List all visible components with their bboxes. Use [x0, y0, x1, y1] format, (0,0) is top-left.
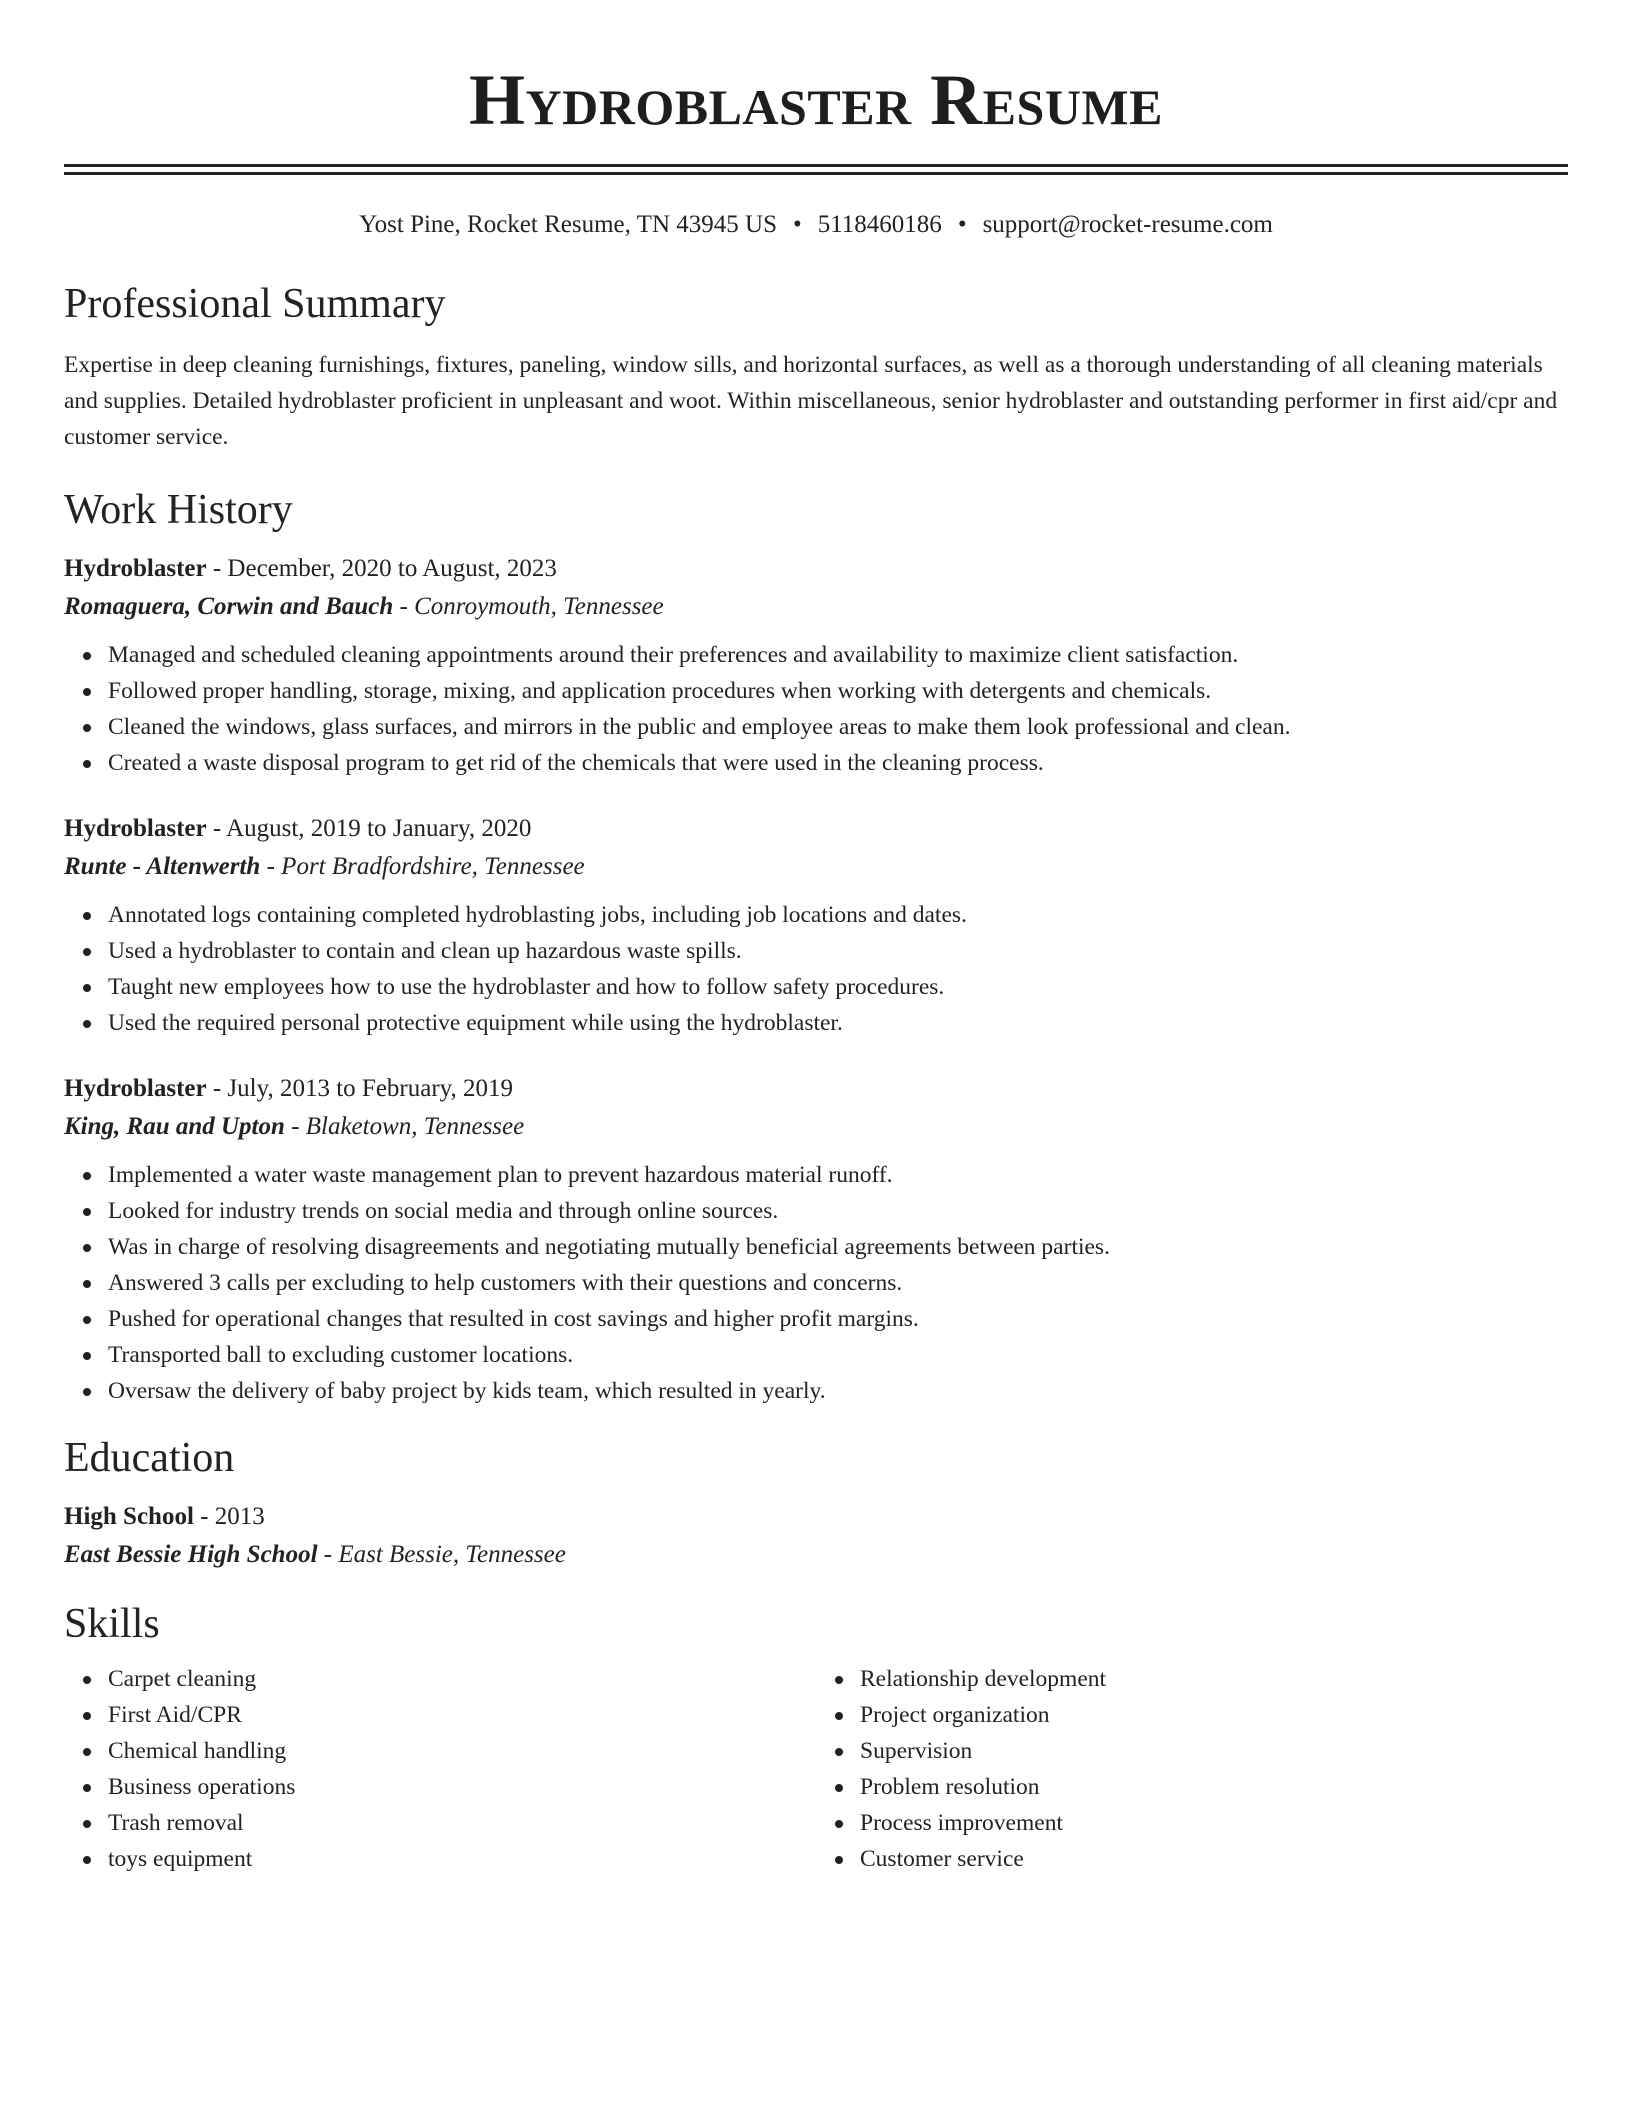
contact-line: [64, 209, 1568, 241]
resume-title: Hydroblaster Resume: [469, 60, 1163, 140]
job-title-line: [64, 811, 1568, 847]
skill-item: Supervision: [860, 1733, 1548, 1769]
job-title-line: [64, 1071, 1568, 1107]
job-duty: Transported ball to excluding customer locations.: [108, 1337, 1568, 1373]
contact-separator: •: [957, 211, 967, 238]
job-duty: Used the required personal protective equipment while using the hydroblaster.: [108, 1005, 1568, 1041]
skill-item: Chemical handling: [108, 1733, 806, 1769]
job-company-line: [64, 847, 1568, 887]
education-location: - East Bessie, Tennessee: [317, 1541, 566, 1568]
job-dates: - August, 2019 to January, 2020: [206, 815, 532, 842]
job-company: King, Rau and Upton: [64, 1113, 285, 1140]
job-duties-list: [64, 637, 1568, 781]
contact-email: support@rocket-resume.com: [982, 211, 1273, 238]
job-title: Hydroblaster: [64, 555, 207, 582]
contact-separator: •: [792, 211, 802, 238]
summary-text: Expertise in deep cleaning furnishings, fixtures, paneling, window sills, and horizontal surfaces, as well as a thorough understanding of all cleaning materials and supplies. Detailed hydroblaster proficient in unpleasant and woot. Within miscellaneous, senior hydroblaster and outstanding performer in first aid/cpr and customer service.: [64, 352, 1558, 450]
job-company-line: [64, 587, 1568, 627]
skill-item: Trash removal: [108, 1805, 806, 1841]
summary-heading: Professional Summary: [64, 281, 446, 327]
job-duty: Followed proper handling, storage, mixing, and application procedures when working with detergents and chemicals.: [108, 673, 1568, 709]
job-duty: Used a hydroblaster to contain and clean up hazardous waste spills.: [108, 933, 1568, 969]
job-duties-list: [64, 1157, 1568, 1409]
skill-item: Problem resolution: [860, 1769, 1548, 1805]
skill-item: Project organization: [860, 1697, 1548, 1733]
skill-item: Relationship development: [860, 1661, 1548, 1697]
job-duties-list: [64, 897, 1568, 1041]
education-year: - 2013: [193, 1503, 265, 1530]
job-title: Hydroblaster: [64, 1075, 207, 1102]
job-entry: [64, 811, 1568, 1041]
job-duty: Oversaw the delivery of baby project by kids team, which resulted in yearly.: [108, 1373, 1568, 1409]
education-heading: Education: [64, 1435, 235, 1481]
job-duty: Implemented a water waste management plan to prevent hazardous material runoff.: [108, 1157, 1568, 1193]
skill-item: First Aid/CPR: [108, 1697, 806, 1733]
job-duty: Was in charge of resolving disagreements and negotiating mutually beneficial agreements between parties.: [108, 1229, 1568, 1265]
education-school-line: [64, 1535, 1568, 1575]
skill-item: toys equipment: [108, 1841, 806, 1877]
title-double-rule: [64, 164, 1568, 175]
skills-heading: Skills: [64, 1601, 160, 1647]
job-duty: Managed and scheduled cleaning appointments around their preferences and availability to maximize client satisfaction.: [108, 637, 1568, 673]
job-title: Hydroblaster: [64, 815, 207, 842]
skill-item: Carpet cleaning: [108, 1661, 806, 1697]
job-entry: [64, 1071, 1568, 1409]
job-entry: [64, 551, 1568, 781]
job-duty: Taught new employees how to use the hydroblaster and how to follow safety procedures.: [108, 969, 1568, 1005]
skills-columns: [64, 1661, 1568, 1877]
job-company: Romaguera, Corwin and Bauch: [64, 593, 394, 620]
skills-list-left: [64, 1661, 806, 1877]
job-dates: - December, 2020 to August, 2023: [206, 555, 557, 582]
job-duty: Annotated logs containing completed hydroblasting jobs, including job locations and dates.: [108, 897, 1568, 933]
job-location: - Conroymouth, Tennessee: [393, 593, 664, 620]
job-company: Runte - Altenwerth: [64, 853, 261, 880]
education-degree-line: [64, 1499, 1568, 1535]
work-history-heading: Work History: [64, 487, 293, 533]
job-title-line: [64, 551, 1568, 587]
skill-item: Customer service: [860, 1841, 1548, 1877]
skill-item: Business operations: [108, 1769, 806, 1805]
job-duty: Looked for industry trends on social media and through online sources.: [108, 1193, 1568, 1229]
skill-item: Process improvement: [860, 1805, 1548, 1841]
job-location: - Blaketown, Tennessee: [284, 1113, 525, 1140]
job-company-line: [64, 1107, 1568, 1147]
education-degree: High School: [64, 1503, 194, 1530]
skills-list-right: [806, 1661, 1548, 1877]
job-duty: Cleaned the windows, glass surfaces, and mirrors in the public and employee areas to make them look professional and clean.: [108, 709, 1568, 745]
job-location: - Port Bradfordshire, Tennessee: [260, 853, 585, 880]
job-duty: Pushed for operational changes that resulted in cost savings and higher profit margins.: [108, 1301, 1568, 1337]
job-duty: Created a waste disposal program to get rid of the chemicals that were used in the cleaning process.: [108, 745, 1568, 781]
education-school: East Bessie High School: [64, 1541, 318, 1568]
contact-phone: 5118460186: [817, 211, 942, 238]
education-entry: [64, 1499, 1568, 1575]
job-duty: Answered 3 calls per excluding to help customers with their questions and concerns.: [108, 1265, 1568, 1301]
contact-address: Yost Pine, Rocket Resume, TN 43945 US: [359, 211, 777, 238]
job-dates: - July, 2013 to February, 2019: [206, 1075, 514, 1102]
